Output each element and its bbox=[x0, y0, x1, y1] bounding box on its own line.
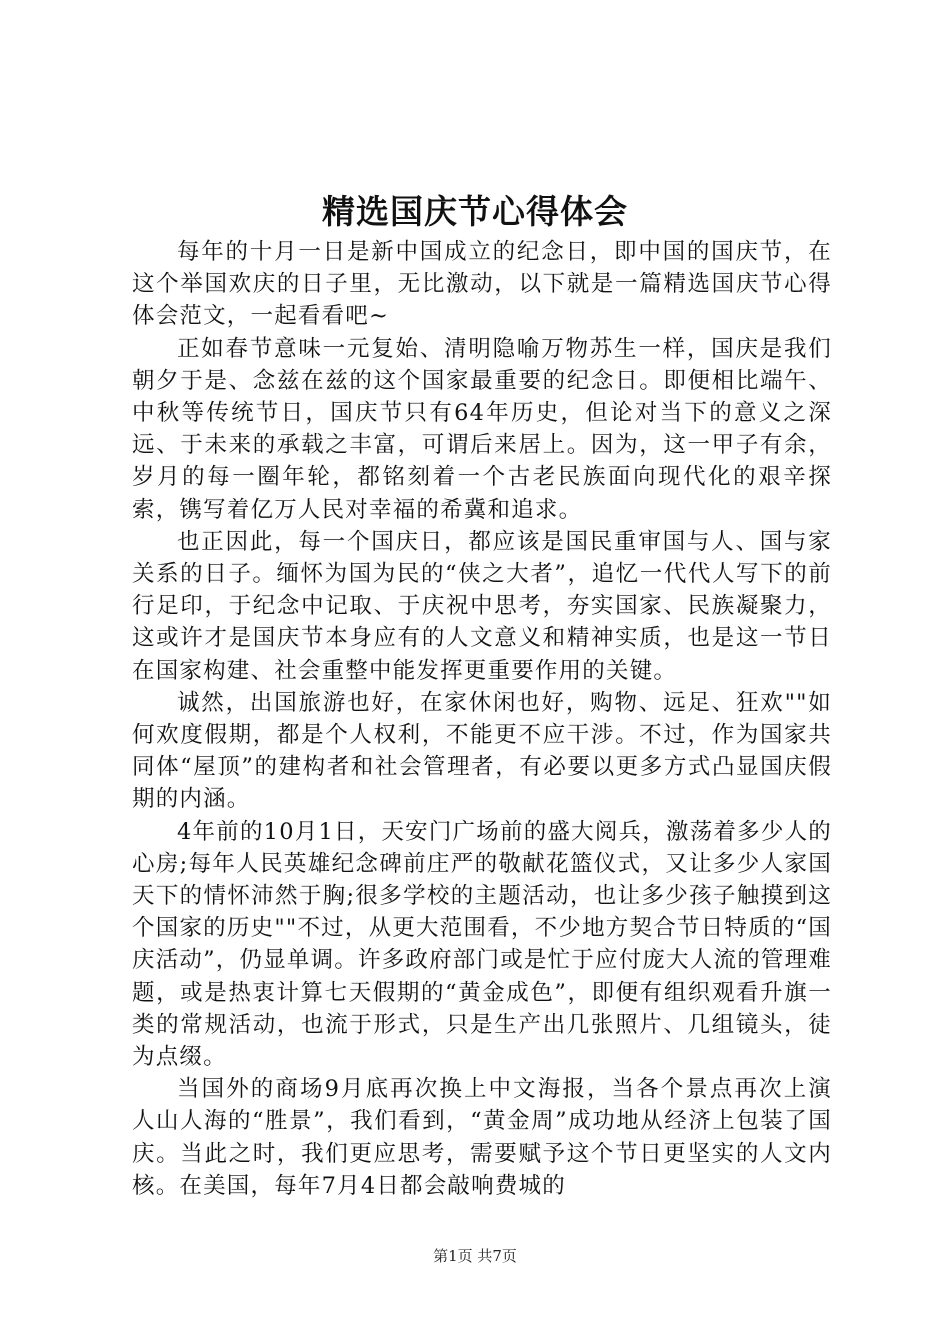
paragraph-significance: 正如春节意味一元复始、清明隐喻万物苏生一样，国庆是我们朝夕于是、念兹在兹的这个国家最重要的纪念日。即便相比端午、中秋等传统节日，国庆节只有64年历史，但论对当下的意义之深远、于未来的承载之丰富，可谓后来居上。因为，这一甲子有余，岁月的每一圈年轮，都铭刻着一个古老民族面向现代化的艰辛探索，镌写着亿万人民对幸福的希冀和追求。 bbox=[132, 335, 832, 523]
paragraph-golden-week: 当国外的商场9月底再次换上中文海报，当各个景点再次上演人山人海的“胜景”，我们看到，“黄金周”成功地从经济上包装了国庆。当此之时，我们更应思考，需要赋予这个节日更坚实的人文内核。在美国，每年7月4日都会敲响费城的 bbox=[132, 1076, 832, 1199]
paragraph-activities: 4年前的10月1日，天安门广场前的盛大阅兵，激荡着多少人的心房;每年人民英雄纪念碑前庄严的敬献花篮仪式，又让多少人家国天下的情怀沛然于胸;很多学校的主题活动，也让多少孩子触摸到这个国家的历史""不过，从更大范围看，不少地方契合节日特质的“国庆活动”，仍显单调。许多政府部门或是忙于应付庞大人流的管理难题，或是热衷计算七天假期的“黄金成色”，即便有组织观看升旗一类的常规活动，也流于形式，只是生产出几张照片、几组镜头，徒为点缀。 bbox=[132, 818, 833, 1071]
paragraph-reflection: 也正因此，每一个国庆日，都应该是国民重审国与人、国与家关系的日子。缅怀为国为民的“侠之大者”，追忆一代代人写下的前行足印，于纪念中记取、于庆祝中思考，夯实国家、民族凝聚力，这或许才是国庆节本身应有的人文意义和精神实质，也是这一节日在国家构建、社会重整中能发挥更重要作用的关键。 bbox=[132, 528, 832, 684]
paragraph-intro: 每年的十月一日是新中国成立的纪念日，即中国的国庆节，在这个举国欢庆的日子里，无比激动，以下就是一篇精选国庆节心得体会范文，一起看看吧~ bbox=[132, 239, 832, 330]
page-number-footer: 第1页 共7页 bbox=[433, 1247, 517, 1265]
document-title: 精选国庆节心得体会 bbox=[322, 192, 628, 231]
document-body bbox=[132, 236, 832, 1202]
paragraph-holiday-rights: 诚然，出国旅游也好，在家休闲也好，购物、远足、狂欢""如何欢度假期，都是个人权利，不能更不应干涉。不过，作为国家共同体“屋顶”的建构者和社会管理者，有必要以更多方式凸显国庆假期的内涵。 bbox=[132, 689, 832, 813]
